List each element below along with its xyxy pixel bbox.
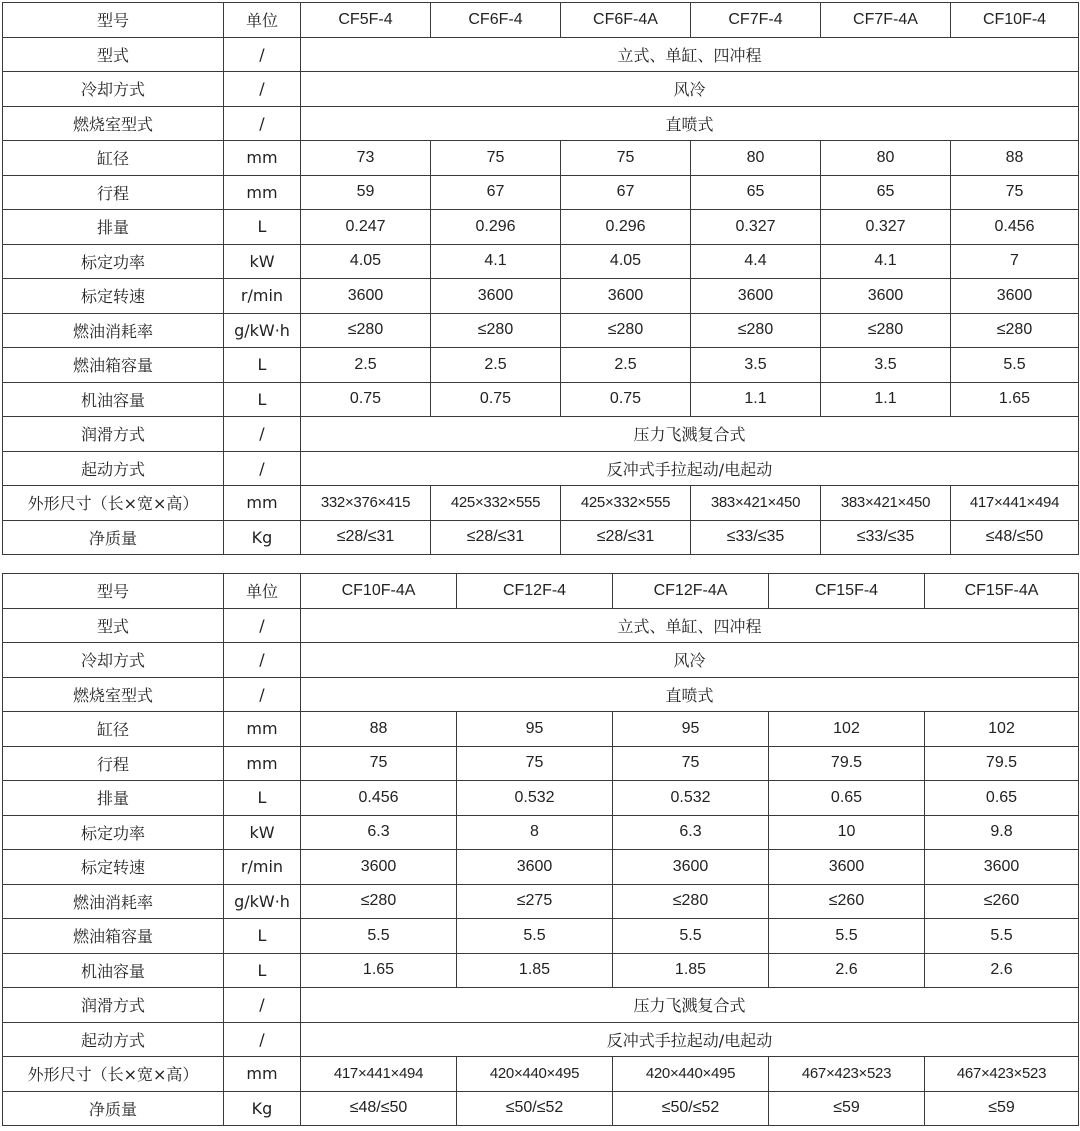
row-label: 标定功率 bbox=[3, 244, 224, 279]
model-name: CF10F-4A bbox=[301, 574, 457, 609]
value-cell: 9.8 bbox=[925, 815, 1079, 850]
value-cell: 2.6 bbox=[925, 953, 1079, 988]
value-cell: 8 bbox=[457, 815, 613, 850]
unit-cell: mm bbox=[224, 486, 301, 521]
unit-cell: g/kW·h bbox=[224, 313, 301, 348]
row-label: 行程 bbox=[3, 746, 224, 781]
cooling-row bbox=[3, 643, 1079, 678]
value-cell: 0.65 bbox=[925, 781, 1079, 816]
value-cell: 0.456 bbox=[301, 781, 457, 816]
value-cell: 67 bbox=[561, 175, 691, 210]
value-cell: 332×376×415 bbox=[301, 486, 431, 521]
row-label: 标定转速 bbox=[3, 279, 224, 314]
unit-cell: mm bbox=[224, 746, 301, 781]
value-cell: 5.5 bbox=[613, 919, 769, 954]
value-cell: 420×440×495 bbox=[457, 1057, 613, 1092]
unit-cell: L bbox=[224, 781, 301, 816]
rated-power-row bbox=[3, 815, 1079, 850]
model-name: CF15F-4 bbox=[769, 574, 925, 609]
row-label: 净质量 bbox=[3, 520, 224, 555]
lubrication-row bbox=[3, 988, 1079, 1023]
value-cell: 75 bbox=[301, 746, 457, 781]
value-cell: 3600 bbox=[821, 279, 951, 314]
value-cell: 1.65 bbox=[951, 382, 1079, 417]
value-cell: 3600 bbox=[691, 279, 821, 314]
model-row bbox=[3, 574, 1079, 609]
fuel-consumption-row bbox=[3, 313, 1079, 348]
lubrication-row bbox=[3, 417, 1079, 452]
row-label: 型式 bbox=[3, 37, 224, 72]
value-cell: ≤280 bbox=[561, 313, 691, 348]
unit-cell: kW bbox=[224, 815, 301, 850]
model-name: CF7F-4A bbox=[821, 3, 951, 38]
combustion-row bbox=[3, 677, 1079, 712]
row-label: 燃油消耗率 bbox=[3, 884, 224, 919]
value-cell: ≤280 bbox=[691, 313, 821, 348]
value-cell: 75 bbox=[561, 141, 691, 176]
unit-cell: kW bbox=[224, 244, 301, 279]
unit-header: 单位 bbox=[224, 574, 301, 609]
model-name: CF12F-4A bbox=[613, 574, 769, 609]
unit-header: 单位 bbox=[224, 3, 301, 38]
bore-row bbox=[3, 712, 1079, 747]
value-cell: 4.05 bbox=[561, 244, 691, 279]
value-cell: ≤59 bbox=[769, 1091, 925, 1126]
value-cell: 65 bbox=[821, 175, 951, 210]
type-row bbox=[3, 37, 1079, 72]
shared-value: 立式、单缸、四冲程 bbox=[301, 608, 1079, 643]
value-cell: 0.532 bbox=[613, 781, 769, 816]
spec-table-1 bbox=[2, 2, 1079, 555]
model-name: CF10F-4 bbox=[951, 3, 1079, 38]
dimensions-row bbox=[3, 486, 1079, 521]
oil-capacity-row bbox=[3, 382, 1079, 417]
cooling-row bbox=[3, 72, 1079, 107]
value-cell: 4.05 bbox=[301, 244, 431, 279]
value-cell: 5.5 bbox=[769, 919, 925, 954]
value-cell: 10 bbox=[769, 815, 925, 850]
row-label: 标定功率 bbox=[3, 815, 224, 850]
unit-cell: L bbox=[224, 348, 301, 383]
value-cell: 80 bbox=[821, 141, 951, 176]
row-label: 冷却方式 bbox=[3, 72, 224, 107]
value-cell: 1.85 bbox=[613, 953, 769, 988]
value-cell: 65 bbox=[691, 175, 821, 210]
bore-row bbox=[3, 141, 1079, 176]
value-cell: 67 bbox=[431, 175, 561, 210]
value-cell: 383×421×450 bbox=[691, 486, 821, 521]
value-cell: 79.5 bbox=[925, 746, 1079, 781]
value-cell: 420×440×495 bbox=[613, 1057, 769, 1092]
value-cell: ≤28/≤31 bbox=[561, 520, 691, 555]
type-row bbox=[3, 608, 1079, 643]
row-label: 燃烧室型式 bbox=[3, 677, 224, 712]
unit-cell: g/kW·h bbox=[224, 884, 301, 919]
value-cell: 3600 bbox=[301, 279, 431, 314]
unit-cell: L bbox=[224, 210, 301, 245]
displacement-row bbox=[3, 781, 1079, 816]
row-label: 型号 bbox=[3, 3, 224, 38]
value-cell: 88 bbox=[951, 141, 1079, 176]
unit-cell: Kg bbox=[224, 520, 301, 555]
value-cell: ≤260 bbox=[925, 884, 1079, 919]
value-cell: 467×423×523 bbox=[769, 1057, 925, 1092]
row-label: 排量 bbox=[3, 210, 224, 245]
value-cell: ≤50/≤52 bbox=[457, 1091, 613, 1126]
value-cell: 5.5 bbox=[301, 919, 457, 954]
unit-cell: / bbox=[224, 37, 301, 72]
row-label: 润滑方式 bbox=[3, 417, 224, 452]
unit-cell: Kg bbox=[224, 1091, 301, 1126]
shared-value: 压力飞溅复合式 bbox=[301, 988, 1079, 1023]
row-label: 型式 bbox=[3, 608, 224, 643]
unit-cell: / bbox=[224, 451, 301, 486]
value-cell: 417×441×494 bbox=[301, 1057, 457, 1092]
value-cell: 88 bbox=[301, 712, 457, 747]
value-cell: 3600 bbox=[457, 850, 613, 885]
row-label: 燃烧室型式 bbox=[3, 106, 224, 141]
fuel-tank-row bbox=[3, 919, 1079, 954]
value-cell: 0.327 bbox=[821, 210, 951, 245]
row-label: 缸径 bbox=[3, 712, 224, 747]
unit-cell: / bbox=[224, 988, 301, 1023]
model-name: CF7F-4 bbox=[691, 3, 821, 38]
value-cell: ≤280 bbox=[301, 313, 431, 348]
unit-cell: / bbox=[224, 677, 301, 712]
stroke-row bbox=[3, 746, 1079, 781]
value-cell: 95 bbox=[613, 712, 769, 747]
value-cell: 59 bbox=[301, 175, 431, 210]
value-cell: 5.5 bbox=[951, 348, 1079, 383]
model-name: CF12F-4 bbox=[457, 574, 613, 609]
starting-row bbox=[3, 451, 1079, 486]
value-cell: 3600 bbox=[769, 850, 925, 885]
value-cell: 102 bbox=[769, 712, 925, 747]
value-cell: ≤280 bbox=[431, 313, 561, 348]
value-cell: 1.1 bbox=[821, 382, 951, 417]
row-label: 行程 bbox=[3, 175, 224, 210]
unit-cell: mm bbox=[224, 141, 301, 176]
value-cell: ≤280 bbox=[821, 313, 951, 348]
combustion-row bbox=[3, 106, 1079, 141]
unit-cell: L bbox=[224, 919, 301, 954]
value-cell: ≤260 bbox=[769, 884, 925, 919]
shared-value: 压力飞溅复合式 bbox=[301, 417, 1079, 452]
row-label: 排量 bbox=[3, 781, 224, 816]
value-cell: 1.85 bbox=[457, 953, 613, 988]
value-cell: 2.5 bbox=[561, 348, 691, 383]
value-cell: 80 bbox=[691, 141, 821, 176]
spec-table-2 bbox=[2, 573, 1079, 1126]
row-label: 起动方式 bbox=[3, 1022, 224, 1057]
value-cell: 3600 bbox=[301, 850, 457, 885]
value-cell: ≤50/≤52 bbox=[613, 1091, 769, 1126]
value-cell: 0.327 bbox=[691, 210, 821, 245]
value-cell: 0.65 bbox=[769, 781, 925, 816]
row-label: 缸径 bbox=[3, 141, 224, 176]
unit-cell: / bbox=[224, 417, 301, 452]
value-cell: ≤48/≤50 bbox=[951, 520, 1079, 555]
row-label: 型号 bbox=[3, 574, 224, 609]
value-cell: 75 bbox=[431, 141, 561, 176]
value-cell: ≤280 bbox=[613, 884, 769, 919]
row-label: 机油容量 bbox=[3, 953, 224, 988]
value-cell: 3600 bbox=[951, 279, 1079, 314]
value-cell: 75 bbox=[613, 746, 769, 781]
row-label: 标定转速 bbox=[3, 850, 224, 885]
shared-value: 反冲式手拉起动/电起动 bbox=[301, 451, 1079, 486]
row-label: 润滑方式 bbox=[3, 988, 224, 1023]
row-label: 冷却方式 bbox=[3, 643, 224, 678]
value-cell: 2.6 bbox=[769, 953, 925, 988]
fuel-consumption-row bbox=[3, 884, 1079, 919]
fuel-tank-row bbox=[3, 348, 1079, 383]
dimensions-row bbox=[3, 1057, 1079, 1092]
model-name: CF5F-4 bbox=[301, 3, 431, 38]
value-cell: 0.75 bbox=[301, 382, 431, 417]
net-weight-row bbox=[3, 520, 1079, 555]
value-cell: 0.456 bbox=[951, 210, 1079, 245]
model-name: CF6F-4 bbox=[431, 3, 561, 38]
value-cell: 0.296 bbox=[561, 210, 691, 245]
value-cell: 0.75 bbox=[431, 382, 561, 417]
value-cell: 3600 bbox=[561, 279, 691, 314]
value-cell: 6.3 bbox=[301, 815, 457, 850]
value-cell: 73 bbox=[301, 141, 431, 176]
value-cell: 95 bbox=[457, 712, 613, 747]
value-cell: 1.1 bbox=[691, 382, 821, 417]
unit-cell: r/min bbox=[224, 279, 301, 314]
value-cell: 467×423×523 bbox=[925, 1057, 1079, 1092]
shared-value: 风冷 bbox=[301, 72, 1079, 107]
value-cell: 3600 bbox=[431, 279, 561, 314]
value-cell: 0.75 bbox=[561, 382, 691, 417]
value-cell: 0.532 bbox=[457, 781, 613, 816]
value-cell: 3.5 bbox=[691, 348, 821, 383]
model-name: CF6F-4A bbox=[561, 3, 691, 38]
value-cell: 3600 bbox=[613, 850, 769, 885]
unit-cell: mm bbox=[224, 175, 301, 210]
value-cell: 425×332×555 bbox=[431, 486, 561, 521]
unit-cell: / bbox=[224, 608, 301, 643]
oil-capacity-row bbox=[3, 953, 1079, 988]
row-label: 净质量 bbox=[3, 1091, 224, 1126]
value-cell: 4.4 bbox=[691, 244, 821, 279]
row-label: 燃油箱容量 bbox=[3, 919, 224, 954]
value-cell: ≤28/≤31 bbox=[431, 520, 561, 555]
shared-value: 直喷式 bbox=[301, 677, 1079, 712]
unit-cell: / bbox=[224, 643, 301, 678]
value-cell: 4.1 bbox=[431, 244, 561, 279]
unit-cell: r/min bbox=[224, 850, 301, 885]
starting-row bbox=[3, 1022, 1079, 1057]
displacement-row bbox=[3, 210, 1079, 245]
value-cell: 79.5 bbox=[769, 746, 925, 781]
value-cell: ≤275 bbox=[457, 884, 613, 919]
value-cell: 3600 bbox=[925, 850, 1079, 885]
value-cell: 0.296 bbox=[431, 210, 561, 245]
value-cell: 425×332×555 bbox=[561, 486, 691, 521]
row-label: 燃油箱容量 bbox=[3, 348, 224, 383]
value-cell: 7 bbox=[951, 244, 1079, 279]
value-cell: 5.5 bbox=[457, 919, 613, 954]
value-cell: ≤33/≤35 bbox=[821, 520, 951, 555]
value-cell: 2.5 bbox=[431, 348, 561, 383]
value-cell: ≤280 bbox=[301, 884, 457, 919]
row-label: 机油容量 bbox=[3, 382, 224, 417]
value-cell: ≤59 bbox=[925, 1091, 1079, 1126]
value-cell: ≤28/≤31 bbox=[301, 520, 431, 555]
unit-cell: / bbox=[224, 1022, 301, 1057]
value-cell: 2.5 bbox=[301, 348, 431, 383]
unit-cell: / bbox=[224, 72, 301, 107]
model-name: CF15F-4A bbox=[925, 574, 1079, 609]
value-cell: 3.5 bbox=[821, 348, 951, 383]
row-label: 燃油消耗率 bbox=[3, 313, 224, 348]
unit-cell: L bbox=[224, 953, 301, 988]
shared-value: 立式、单缸、四冲程 bbox=[301, 37, 1079, 72]
unit-cell: mm bbox=[224, 1057, 301, 1092]
value-cell: 6.3 bbox=[613, 815, 769, 850]
rated-speed-row bbox=[3, 279, 1079, 314]
value-cell: 4.1 bbox=[821, 244, 951, 279]
unit-cell: mm bbox=[224, 712, 301, 747]
value-cell: 383×421×450 bbox=[821, 486, 951, 521]
value-cell: 5.5 bbox=[925, 919, 1079, 954]
shared-value: 直喷式 bbox=[301, 106, 1079, 141]
row-label: 外形尺寸（长×宽×高） bbox=[3, 486, 224, 521]
value-cell: ≤33/≤35 bbox=[691, 520, 821, 555]
unit-cell: L bbox=[224, 382, 301, 417]
rated-power-row bbox=[3, 244, 1079, 279]
model-row bbox=[3, 3, 1079, 38]
net-weight-row bbox=[3, 1091, 1079, 1126]
value-cell: 102 bbox=[925, 712, 1079, 747]
shared-value: 反冲式手拉起动/电起动 bbox=[301, 1022, 1079, 1057]
row-label: 起动方式 bbox=[3, 451, 224, 486]
shared-value: 风冷 bbox=[301, 643, 1079, 678]
rated-speed-row bbox=[3, 850, 1079, 885]
value-cell: 417×441×494 bbox=[951, 486, 1079, 521]
value-cell: 75 bbox=[951, 175, 1079, 210]
unit-cell: / bbox=[224, 106, 301, 141]
stroke-row bbox=[3, 175, 1079, 210]
value-cell: 1.65 bbox=[301, 953, 457, 988]
row-label: 外形尺寸（长×宽×高） bbox=[3, 1057, 224, 1092]
value-cell: ≤280 bbox=[951, 313, 1079, 348]
value-cell: ≤48/≤50 bbox=[301, 1091, 457, 1126]
value-cell: 75 bbox=[457, 746, 613, 781]
value-cell: 0.247 bbox=[301, 210, 431, 245]
